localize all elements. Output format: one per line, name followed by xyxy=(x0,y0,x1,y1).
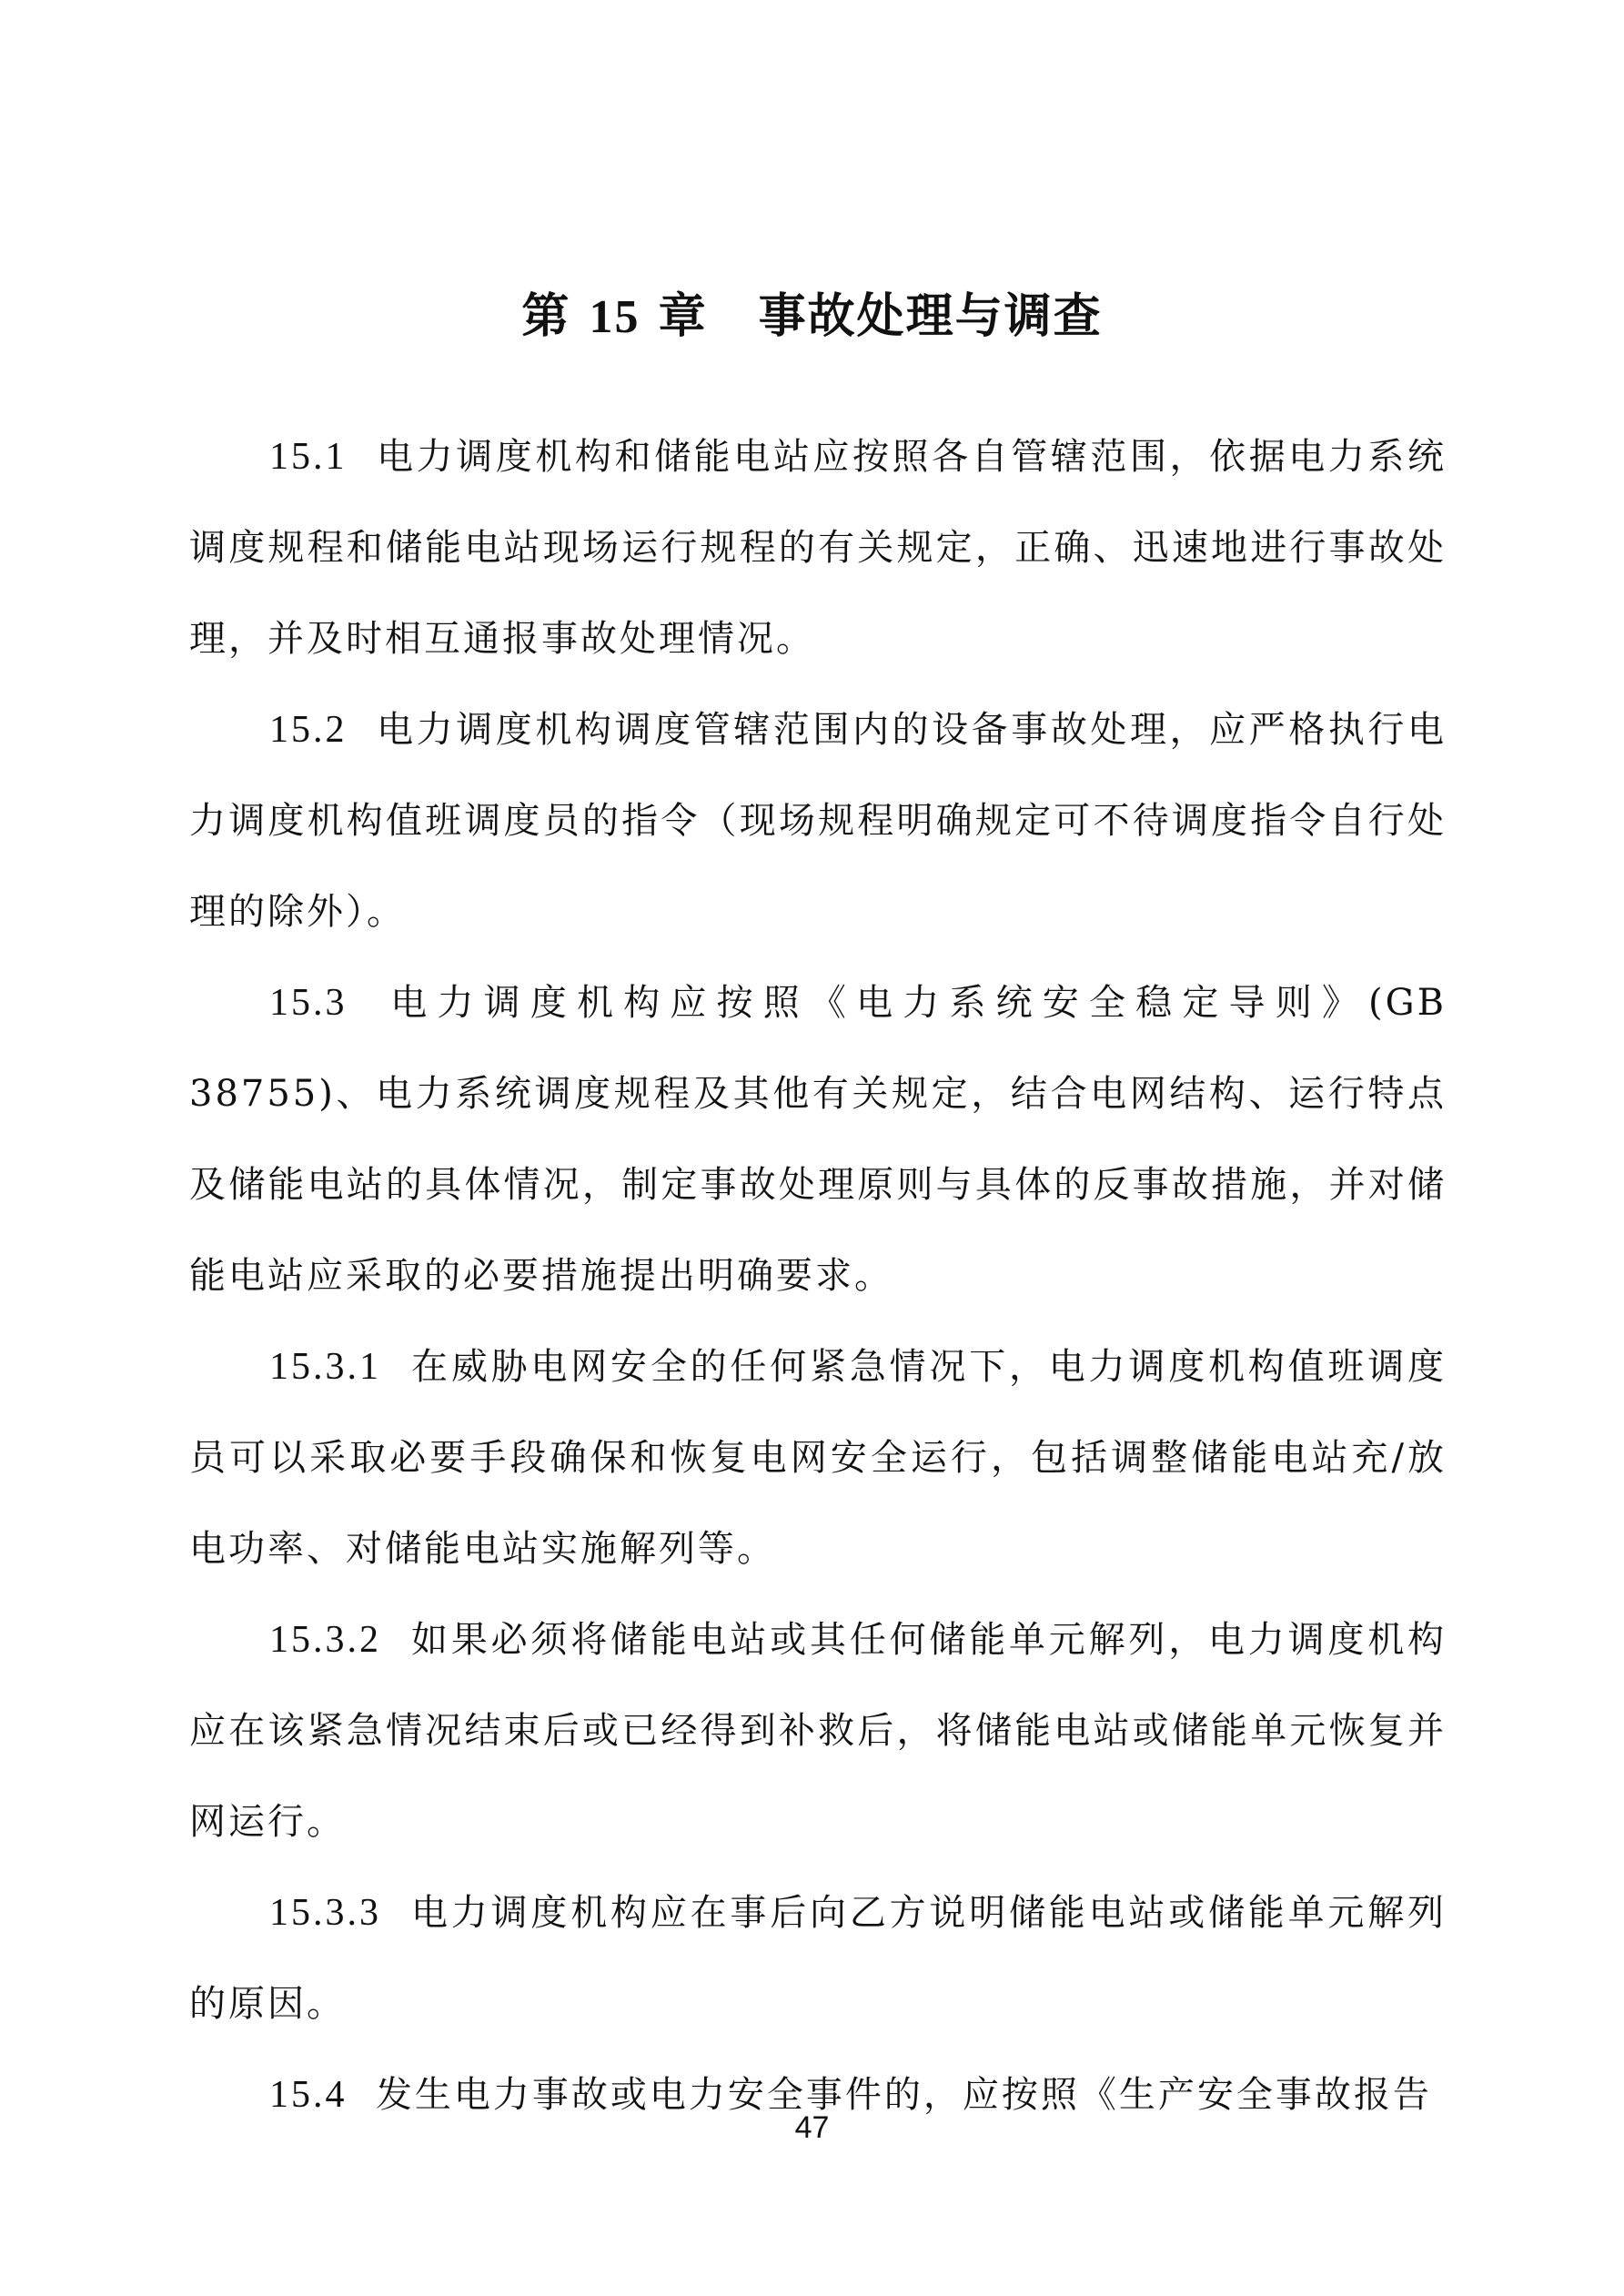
clause-text: 电力调度机构应在事后向乙方说明储能电站或储能单元解列的原因。 xyxy=(189,1892,1447,2025)
chapter-number: 15 xyxy=(589,291,641,343)
clause-text: 发生电力事故或电力安全事件的，应按照《生产安全事故报告 xyxy=(375,2074,1432,2116)
paragraph-15-2 xyxy=(189,684,1447,957)
paragraph-15-3-1 xyxy=(189,1321,1447,1594)
body-text xyxy=(189,411,1447,2140)
clause-text: 电力调度机构应按照《电力系统安全稳定导则》(GB 38755)、电力系统调度规程及其他有关规定，结合电网结构、运行特点及储能电站的具体情况，制定事故处理原则与具体的反事故措施，并对储能电站应采取的必要措施提出明确要求。 xyxy=(189,982,1447,1297)
paragraph-15-3-3 xyxy=(189,1867,1447,2049)
paragraph-15-3-2 xyxy=(189,1594,1447,1867)
clause-number: 15.3 xyxy=(269,982,348,1024)
clause-number: 15.3.3 xyxy=(269,1892,381,1934)
paragraph-15-3 xyxy=(189,957,1447,1321)
clause-number: 15.4 xyxy=(269,2074,348,2116)
clause-text: 如果必须将储能电站或其任何储能单元解列，电力调度机构应在该紧急情况结束后或已经得到补救后，将储能电站或储能单元恢复并网运行。 xyxy=(189,1619,1447,1843)
clause-number: 15.1 xyxy=(269,436,348,478)
chapter-title xyxy=(0,284,1624,350)
clause-text: 电力调度机构调度管辖范围内的设备事故处理，应严格执行电力调度机构值班调度员的指令（现场规程明确规定可不待调度指令自行处理的除外）。 xyxy=(189,709,1447,933)
clause-text: 电力调度机构和储能电站应按照各自管辖范围，依据电力系统调度规程和储能电站现场运行规程的有关规定，正确、迅速地进行事故处理，并及时相互通报事故处理情况。 xyxy=(189,436,1447,660)
clause-number: 15.2 xyxy=(269,709,348,751)
page-number: 47 xyxy=(794,2110,830,2145)
clause-number: 15.3.1 xyxy=(269,1346,381,1388)
paragraph-15-1 xyxy=(189,411,1447,684)
chapter-heading-text: 事故处理与调查 xyxy=(758,289,1103,344)
clause-number: 15.3.2 xyxy=(269,1619,381,1661)
chapter-suffix: 章 xyxy=(658,289,708,344)
clause-text: 在威胁电网安全的任何紧急情况下，电力调度机构值班调度员可以采取必要手段确保和恢复电网安全运行，包括调整储能电站充/放电功率、对储能电站实施解列等。 xyxy=(189,1346,1447,1570)
chapter-prefix: 第 xyxy=(521,289,571,344)
